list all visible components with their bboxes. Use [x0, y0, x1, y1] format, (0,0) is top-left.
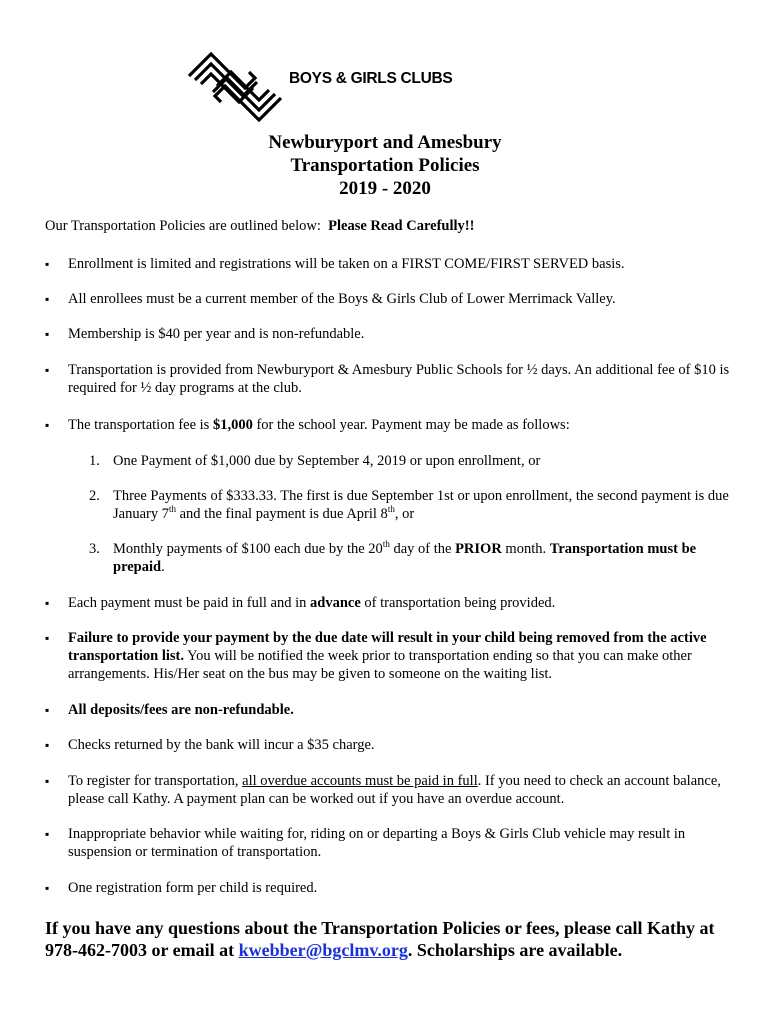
bullet-icon: ▪ [45, 703, 50, 717]
option-3-sup: th [382, 539, 390, 550]
page-title [0, 131, 770, 200]
policy-overdue-accounts [68, 772, 740, 808]
option-2-sup-2: th [387, 504, 395, 515]
footer-contact [45, 917, 735, 961]
fee-amount: $1,000 [212, 417, 253, 433]
option-3-prepaid: Transportation must be prepaid [113, 541, 697, 575]
option-3-text-c: month. [501, 541, 550, 557]
policy-payment-advance [68, 594, 740, 612]
advance-text-post: of transportation being provided. [360, 595, 556, 611]
footer-text-pre: If you have any questions about the Transportation Policies or fees, please call Kathy at 978-462-7003 or email at [45, 918, 715, 960]
policy-failure-to-pay [68, 629, 740, 683]
policy-behavior: Inappropriate behavior while waiting for, riding on or departing a Boys & Girls Club vehicle may result in suspension or termination of transportation. [68, 826, 686, 860]
policy-enrollment: Enrollment is limited and registrations will be taken on a FIRST COME/FIRST SERVED basis. [68, 256, 625, 272]
option-2-sup-1: th [168, 504, 176, 515]
intro-emphasis: Please Read Carefully!! [328, 218, 475, 234]
policy-transportation-fee [68, 416, 740, 434]
bullet-icon: ▪ [45, 827, 50, 841]
payment-option-2 [113, 487, 738, 523]
policy-registration-form: One registration form per child is required. [68, 880, 318, 896]
bullet-icon: ▪ [45, 596, 50, 610]
overdue-text-post: . If you need to check an account balance, please call Kathy. A payment plan can be worked out if you have an overdue account. [68, 773, 721, 807]
bullet-icon: ▪ [45, 418, 50, 432]
failure-warning: Failure to provide your payment by the due date will result in your child being removed from the active transportation list. [68, 630, 707, 664]
footer-text-post: . Scholarships are available. [407, 940, 623, 960]
boys-girls-clubs-hands-icon [185, 52, 285, 122]
option-number-1: 1. [89, 453, 100, 469]
option-2-text-a: Three Payments of $333.33. The first is due September 1st or upon enrollment, the second payment is due January 7 [113, 488, 729, 522]
bullet-icon: ▪ [45, 292, 50, 306]
payment-option-1: One Payment of $1,000 due by September 4, 2019 or upon enrollment, or [113, 453, 541, 469]
option-3-text-a: Monthly payments of $100 each due by the 20 [113, 541, 383, 557]
title-line-3: 2019 - 2020 [339, 178, 431, 199]
policy-half-days: Transportation is provided from Newburyport & Amesbury Public Schools for ½ days. An additional fee of $10 is required for ½ day programs at the club. [68, 362, 730, 396]
intro-text: Our Transportation Policies are outlined below: [45, 218, 321, 234]
advance-word: advance [310, 595, 361, 611]
logo-text: BOYS & GIRLS CLUBS [289, 70, 453, 87]
option-3-prior: PRIOR [455, 541, 502, 557]
title-line-1: Newburyport and Amesbury [268, 132, 502, 153]
option-number-2: 2. [89, 488, 100, 504]
bullet-icon: ▪ [45, 738, 50, 752]
failure-details: You will be notified the week prior to transportation ending so that you can make other arrangements. His/Her seat on the bus may be given to someone on the waiting list. [68, 648, 692, 682]
option-3-text-b: day of the [389, 541, 456, 557]
policy-non-refundable: All deposits/fees are non-refundable. [68, 702, 294, 718]
bullet-icon: ▪ [45, 631, 50, 645]
advance-text-pre: Each payment must be paid in full and in [68, 595, 311, 611]
option-2-text-c: , or [394, 506, 415, 522]
bullet-icon: ▪ [45, 363, 50, 377]
bullet-icon: ▪ [45, 257, 50, 271]
policy-returned-checks: Checks returned by the bank will incur a $35 charge. [68, 737, 375, 753]
fee-text-pre: The transportation fee is [68, 417, 213, 433]
overdue-underlined: all overdue accounts must be paid in full [242, 773, 478, 789]
overdue-text-pre: To register for transportation, [68, 773, 243, 789]
payment-option-3 [113, 540, 738, 576]
bullet-icon: ▪ [45, 327, 50, 341]
email-link[interactable]: kwebber@bgclmv.org [238, 940, 408, 960]
bullet-icon: ▪ [45, 881, 50, 895]
intro-paragraph [45, 218, 474, 235]
policy-membership-fee: Membership is $40 per year and is non-refundable. [68, 326, 365, 342]
option-number-3: 3. [89, 541, 100, 557]
title-line-2: Transportation Policies [290, 155, 480, 176]
fee-text-post: for the school year. Payment may be made as follows: [252, 417, 570, 433]
option-2-text-b: and the final payment is due April 8 [175, 506, 388, 522]
logo [185, 52, 505, 122]
option-3-text-d: . [161, 559, 165, 575]
policy-membership-required: All enrollees must be a current member of the Boys & Girls Club of Lower Merrimack Valley. [68, 291, 616, 307]
bullet-icon: ▪ [45, 774, 50, 788]
